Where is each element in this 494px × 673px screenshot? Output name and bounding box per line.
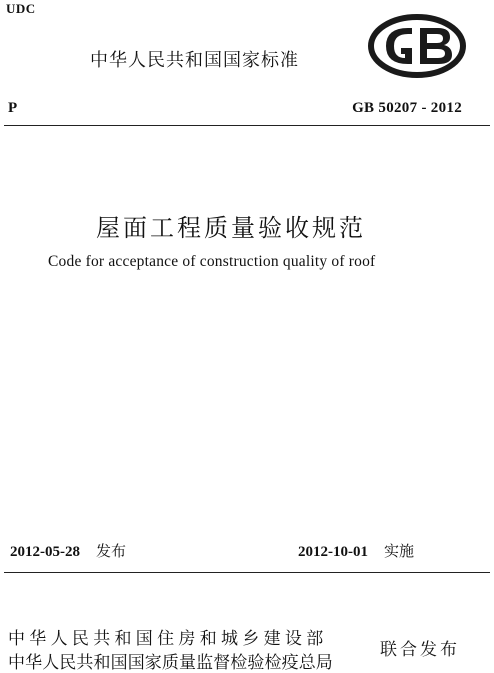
publish-date: 2012-05-28 (10, 544, 80, 560)
category-code: P (8, 100, 18, 116)
title-chinese: 屋面工程质量验收规范 (96, 214, 366, 242)
effective-label: 实施 (384, 542, 415, 560)
gb-logo-icon (368, 14, 466, 78)
national-standard-heading: 中华人民共和国国家标准 (90, 50, 299, 71)
udc-label: UDC (6, 1, 36, 16)
title-english: Code for acceptance of construction quality of roof (48, 253, 376, 270)
issuer-quality-administration: 中华人民共和国国家质量监督检验检疫总局 (8, 653, 333, 673)
header-divider (4, 125, 490, 126)
standard-number: GB 50207 - 2012 (352, 100, 462, 116)
issuer-ministry-housing: 中华人民共和国住房和城乡建设部 (8, 629, 328, 649)
joint-issue-label: 联合发布 (380, 640, 460, 660)
publish-label: 发布 (96, 542, 127, 560)
publish-date-block (10, 540, 126, 561)
footer-divider (4, 572, 490, 573)
effective-date-block (298, 540, 414, 561)
effective-date: 2012-10-01 (298, 544, 368, 560)
